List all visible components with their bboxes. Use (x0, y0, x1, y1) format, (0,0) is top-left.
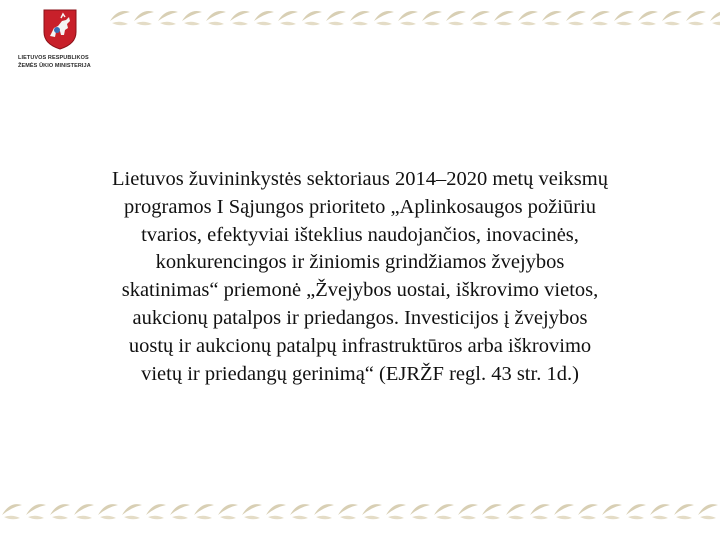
measure-description (50, 166, 670, 388)
text-line: konkurencingos ir žiniomis grindžiamos žvejybos (155, 251, 565, 274)
laurel-border-top (108, 6, 720, 28)
lithuania-coat-of-arms-icon (42, 8, 78, 50)
text-line: uostų ir aukcionų patalpų infrastruktūros arba iškrovimo (128, 334, 592, 357)
laurel-border-bottom (0, 497, 720, 523)
text-line: programos I Sąjungos prioriteto „Aplinkosaugos požiūriu (123, 195, 596, 218)
text-line: tvarios, efektyviai išteklius naudojančios, inovacinės, (141, 223, 579, 246)
ministry-name-line2: ŽEMĖS ŪKIO MINISTERIJA (18, 63, 91, 69)
text-line: vietų ir priedangų gerinimą“ (EJRŽF regl. 43 str. 1d.) (141, 362, 579, 385)
text-line: Lietuvos žuvininkystės sektoriaus 2014–2020 metų veiksmų (112, 168, 608, 190)
text-line: aukcionų patalpos ir priedangos. Investicijos į žvejybos (132, 306, 588, 329)
ministry-logo (18, 8, 118, 74)
ministry-name-line1: LIETUVOS RESPUBLIKOS (18, 55, 89, 61)
text-line: skatinimas“ priemonė „Žvejybos uostai, iškrovimo vietos, (121, 279, 599, 302)
